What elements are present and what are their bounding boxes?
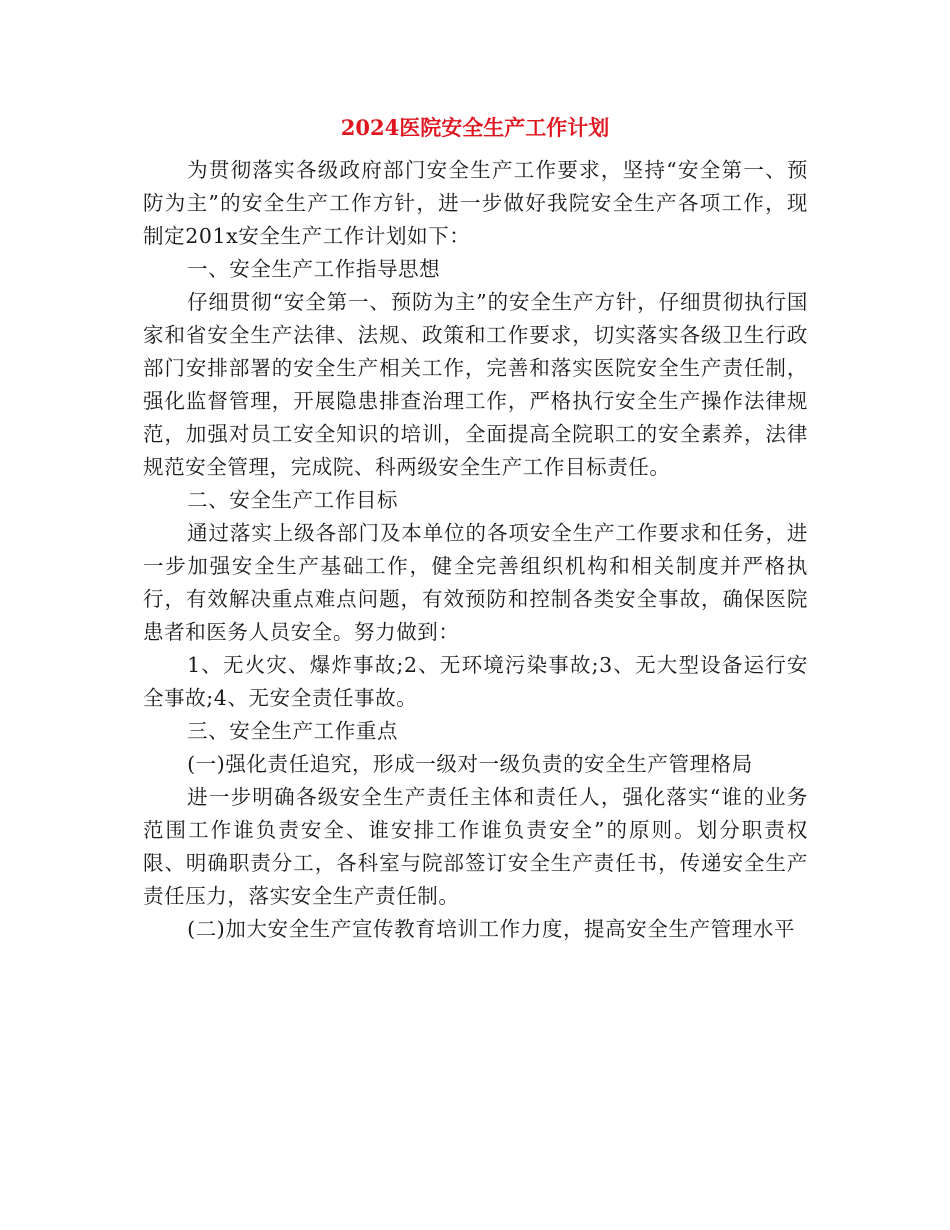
document-title: 2024医院安全生产工作计划 — [340, 115, 610, 140]
guiding-ideology-paragraph: 仔细贯彻“安全第一、预防为主”的安全生产方针，仔细贯彻执行国家和省安全生产法律、法规、政策和工作要求，切实落实各级卫生行政部门安排部署的安全生产相关工作，完善和落实医院安全生产责任制，强化监督管理，开展隐患排查治理工作，严格执行安全生产操作法律规范，加强对员工安全知识的培训，全面提高全院职工的安全素养，法律规范安全管理，完成院、科两级安全生产工作目标责任。 — [143, 290, 808, 479]
intro-paragraph: 为贯彻落实各级政府部门安全生产工作要求，坚持“安全第一、预防为主”的安全生产工作方针，进一步做好我院安全生产各项工作，现制定201x安全生产工作计划如下： — [143, 158, 808, 248]
goals-list-paragraph: 1、无火灾、爆炸事故;2、无环境污染事故;3、无大型设备运行安全事故;4、无安全责任事故。 — [143, 653, 808, 710]
goals-paragraph: 通过落实上级各部门及本单位的各项安全生产工作要求和任务，进一步加强安全生产基础工作，健全完善组织机构和相关制度并严格执行，有效解决重点难点问题，有效预防和控制各类安全事故，确保医院患者和医务人员安全。努力做到： — [143, 521, 808, 644]
subsection-heading-training: (二)加大安全生产宣传教育培训工作力度，提高安全生产管理水平 — [187, 917, 796, 941]
responsibility-paragraph: 进一步明确各级安全生产责任主体和责任人，强化落实“谁的业务范围工作谁负责安全、谁安排工作谁负责安全”的原则。划分职责权限、明确职责分工，各科室与院部签订安全生产责任书，传递安全生产责任压力，落实安全生产责任制。 — [143, 785, 808, 908]
subsection-heading-responsibility: (一)强化责任追究，形成一级对一级负责的安全生产管理格局 — [187, 752, 753, 776]
section-heading-goals: 二、安全生产工作目标 — [187, 488, 399, 512]
section-heading-guiding-ideology: 一、安全生产工作指导思想 — [187, 257, 441, 281]
section-heading-key-points: 三、安全生产工作重点 — [187, 719, 399, 743]
document-body — [143, 154, 808, 946]
